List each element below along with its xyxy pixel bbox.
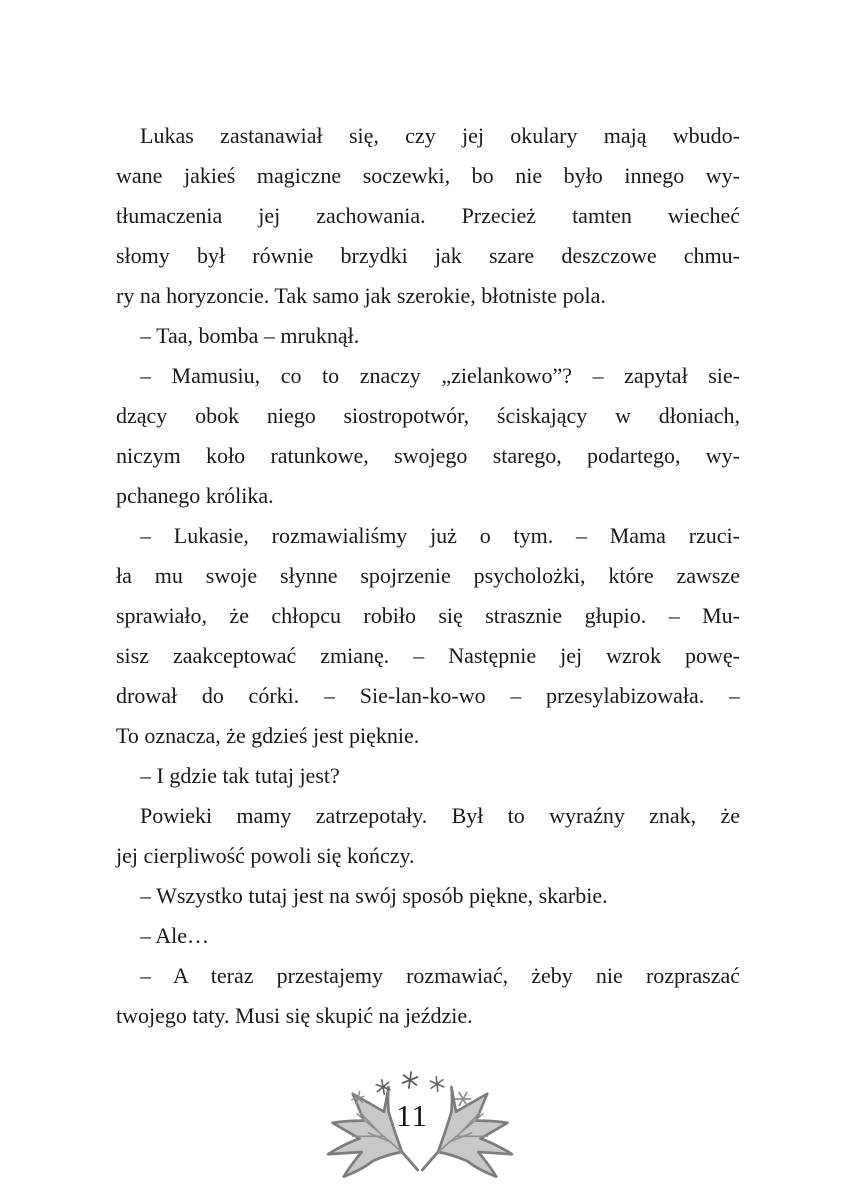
body-text — [116, 116, 740, 1036]
footer-ornament — [300, 1064, 540, 1180]
text-line: Powieki mamy zatrzepotały. Był to wyraźny znak, że — [140, 803, 740, 828]
text-line: twojego taty. Musi się skupić na jeździe. — [116, 1003, 473, 1028]
text-line: drował do córki. – Sie-lan-ko-wo – przesylabizowała. – — [116, 683, 740, 708]
text-line: – Ale… — [140, 923, 210, 948]
text-line: słomy był równie brzydki jak szare deszczowe chmu- — [116, 243, 740, 268]
page-number: 11 — [396, 1098, 428, 1133]
text-line: – I gdzie tak tutaj jest? — [140, 763, 340, 788]
text-line: jej cierpliwość powoli się kończy. — [116, 843, 415, 868]
text-line: ry na horyzoncie. Tak samo jak szerokie, błotniste pola. — [116, 283, 606, 308]
text-line: ła mu swoje słynne spojrzenie psycholożki, które zawsze — [116, 563, 740, 588]
sparkle-star-icon — [430, 1076, 444, 1092]
text-line: Lukas zastanawiał się, czy jej okulary mają wbudo- — [140, 123, 740, 148]
text-line: pchanego królika. — [116, 483, 274, 508]
text-line: wane jakieś magiczne soczewki, bo nie było innego wy- — [116, 163, 740, 188]
sparkle-star-icon — [402, 1071, 418, 1089]
text-line: sprawiało, że chłopcu robiło się strasznie głupio. – Mu- — [116, 603, 740, 628]
text-line: To oznacza, że gdzieś jest pięknie. — [116, 723, 420, 748]
text-line: – Taa, bomba – mruknął. — [140, 323, 360, 348]
text-line: dzący obok niego siostropotwór, ściskający w dłoniach, — [116, 403, 740, 428]
text-line: sisz zaakceptować zmianę. – Następnie jej wzrok powę- — [116, 643, 740, 668]
text-line: – Wszystko tutaj jest na swój sposób piękne, skarbie. — [140, 883, 608, 908]
text-line: – Lukasie, rozmawialiśmy już o tym. – Mama rzuci- — [140, 523, 740, 548]
text-line: niczym koło ratunkowe, swojego starego, podartego, wy- — [116, 443, 740, 468]
text-line: – A teraz przestajemy rozmawiać, żeby nie rozpraszać — [140, 963, 740, 988]
text-line: tłumaczenia jej zachowania. Przecież tamten wiecheć — [116, 203, 740, 228]
text-line: – Mamusiu, co to znaczy „zielankowo”? – zapytał sie- — [140, 363, 740, 388]
